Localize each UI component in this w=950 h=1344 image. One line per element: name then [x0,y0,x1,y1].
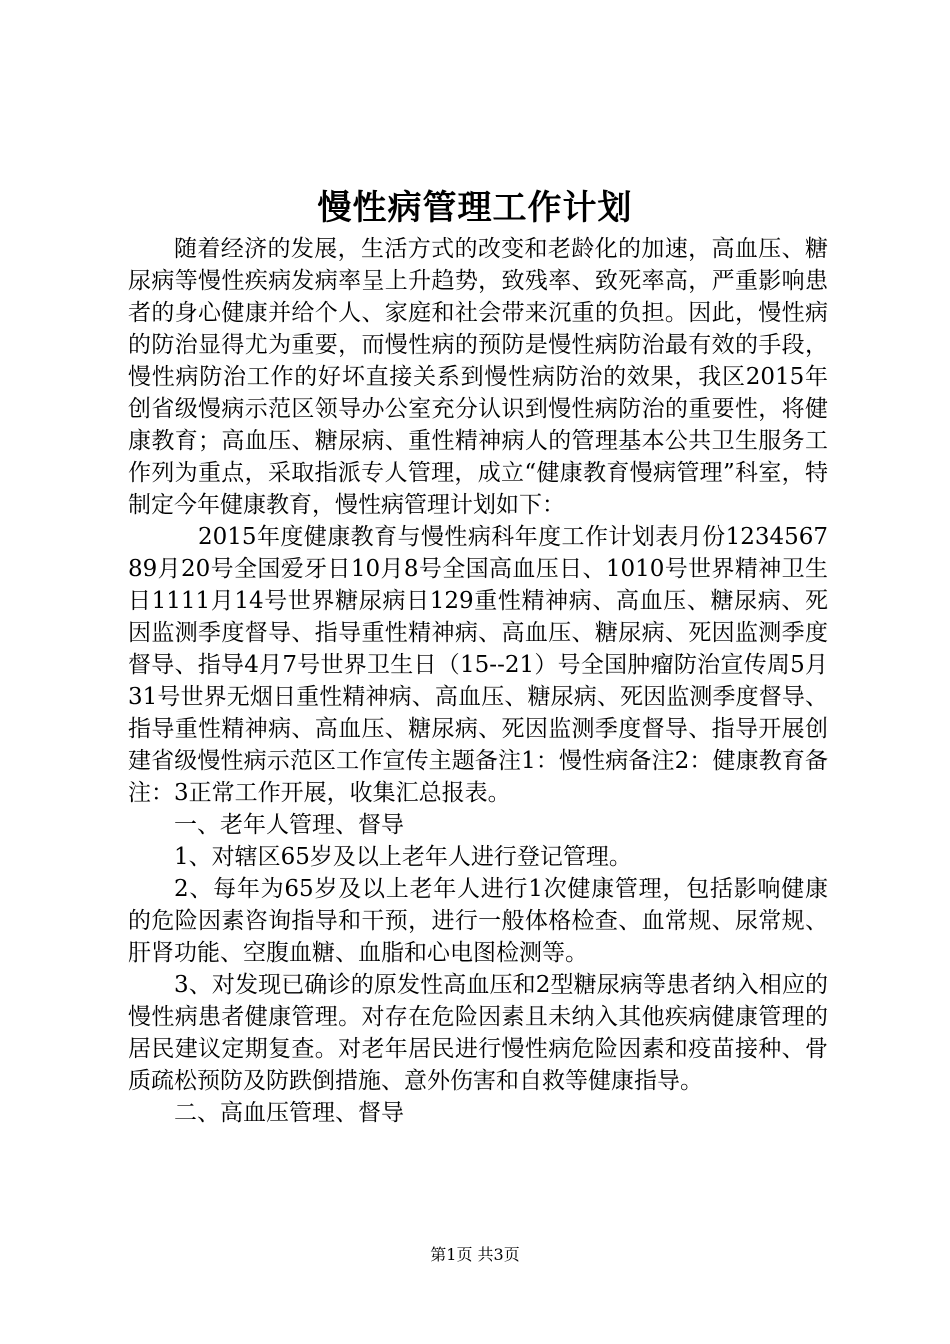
list-item-1: 1、对辖区65岁及以上老年人进行登记管理。 [174,844,632,870]
document-title: 慢性病管理工作计划 [317,188,633,228]
list-item-2: 2、每年为65岁及以上老年人进行1次健康管理，包括影响健康的危险因素咨询指导和干预，进行一般体格检查、血常规、尿常规、肝肾功能、空腹血糖、血脂和心电图检测等。 [128,876,828,966]
intro-paragraph: 随着经济的发展，生活方式的改变和老龄化的加速，高血压、糖尿病等慢性疾病发病率呈上升趋势，致残率、致死率高，严重影响患者的身心健康并给个人、家庭和社会带来沉重的负担。因此，慢性病的防治显得尤为重要，而慢性病的预防是慢性病防治最有效的手段，慢性病防治工作的好坏直接关系到慢性病防治的效果，我区2015年创省级慢病示范区领导办公室充分认识到慢性病防治的重要性，将健康教育；高血压、糖尿病、重性精神病人的管理基本公共卫生服务工作列为重点，采取指派专人管理，成立“健康教育慢病管理”科室，特制定今年健康教育，慢性病管理计划如下： [128,236,828,518]
section-heading-hypertension: 二、高血压管理、督导 [174,1100,404,1126]
plan-table-paragraph: 2015年度健康教育与慢性病科年度工作计划表月份123456789月20号全国爱牙日10月8号全国高血压日、1010号世界精神卫生日1111月14号世界糖尿病日129重性精神病、高血压、糖尿病、死因监测季度督导、指导重性精神病、高血压、糖尿病、死因监测季度督导、指导4月7号世界卫生日（15--21）号全国肿瘤防治宣传周5月31号世界无烟日重性精神病、高血压、糖尿病、死因监测季度督导、指导重性精神病、高血压、糖尿病、死因监测季度督导、指导开展创建省级慢性病示范区工作宣传主题备注1：慢性病备注2：健康教育备注：3正常工作开展，收集汇总报表。 [128,524,828,806]
page-footer: 第1页 共3页 [430,1245,520,1264]
section-heading-elderly: 一、老年人管理、督导 [174,812,404,838]
document-body [128,233,828,1129]
list-item-3: 3、对发现已确诊的原发性高血压和2型糖尿病等患者纳入相应的慢性病患者健康管理。对存在危险因素且未纳入其他疾病健康管理的居民建议定期复查。对老年居民进行慢性病危险因素和疫苗接种、骨质疏松预防及防跌倒措施、意外伤害和自救等健康指导。 [128,972,828,1094]
